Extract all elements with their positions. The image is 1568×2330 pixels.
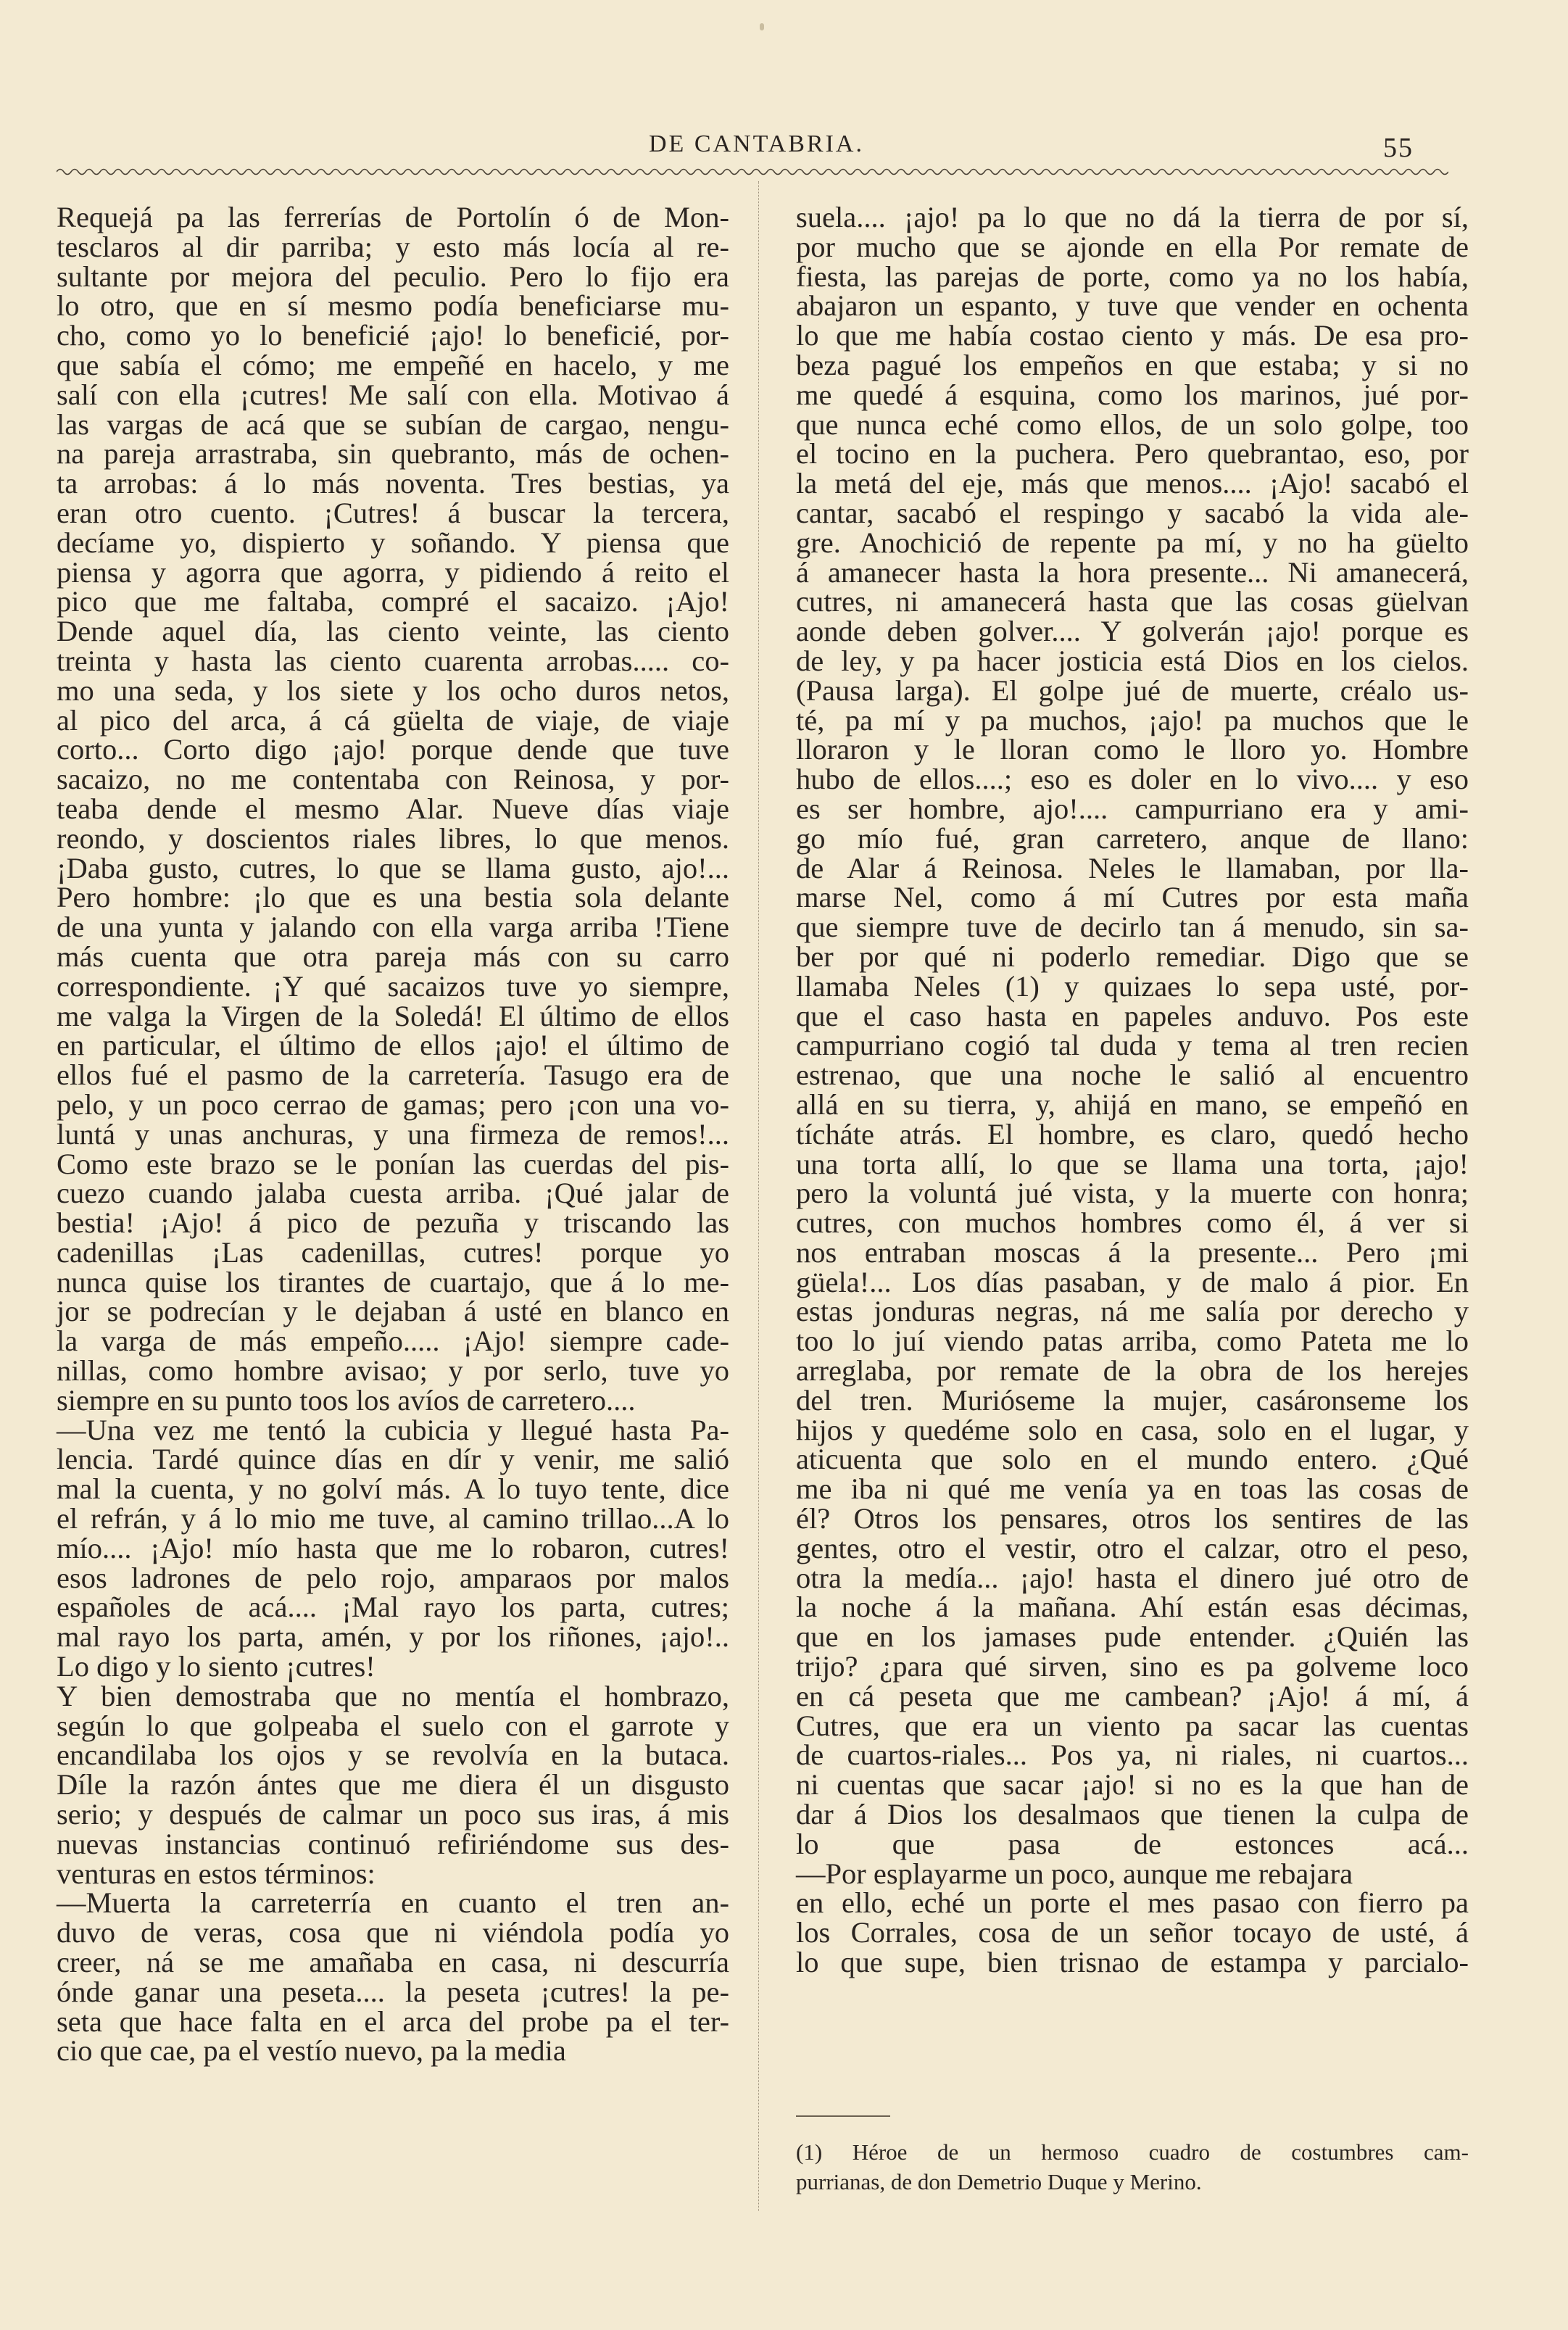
text-line: la varga de más empeño..... ¡Ajo! siempre cade- [57, 1324, 729, 1358]
text-line: pero la voluntá jué vista, y la muerte con honra; [796, 1177, 1469, 1210]
text-line: —Una vez me tentó la cubicia y llegué hasta Pa- [57, 1413, 729, 1446]
text-line: Como este brazo se le ponían las cuerdas del pis- [57, 1147, 729, 1180]
right-column [796, 203, 1469, 1978]
text-line: reondo, y doscientos riales libres, lo que menos. [57, 821, 729, 855]
page-number: 55 [1383, 133, 1414, 163]
text-line: allá en su tierra, y, ahijá en mano, se empeñó en [796, 1087, 1469, 1121]
text-line: gentes, otro el vestir, otro el calzar, otro el peso, [796, 1531, 1469, 1564]
text-line: en particular, el último de ellos ¡ajo! el último de [57, 1029, 729, 1062]
text-line: Díle la razón ántes que me diera él un disgusto [57, 1768, 729, 1802]
text-line: es ser hombre, ajo!.... campurriano era y ami- [796, 792, 1469, 825]
text-line: sacaizo, no me contentaba con Reinosa, y por- [57, 763, 729, 796]
text-line: decíame yo, dispierto y soñando. Y piensa que [57, 526, 729, 559]
text-line: la metá del eje, más que menos.... ¡Ajo! sacabó el [796, 467, 1469, 500]
text-line: té, pa mí y pa muchos, ¡ajo! pa muchos que le [796, 703, 1469, 737]
text-line: tesclaros al dir parriba; y esto más locía al re- [57, 230, 729, 263]
text-line: hijos y quedéme solo en casa, solo en el lugar, y [796, 1413, 1469, 1446]
text-line: según lo que golpeaba el suelo con el garrote y [57, 1709, 729, 1742]
text-line: eran otro cuento. ¡Cutres! á buscar la tercera, [57, 496, 729, 529]
text-line: más cuenta que otra pareja más con su carro [57, 940, 729, 973]
text-line: (Pausa larga). El golpe jué de muerte, créalo us- [796, 673, 1469, 707]
text-line: Cutres, que era un viento pa sacar las cuentas [796, 1709, 1469, 1742]
text-line: en ello, eché un porte el mes pasao con fierro pa [796, 1886, 1469, 1920]
text-line: tícháte atrás. El hombre, es claro, quedó hecho [796, 1117, 1469, 1151]
text-line: siempre en su punto toos los avíos de carretero.... [57, 1383, 636, 1417]
text-line: estas jonduras negras, ná me salía por derecho y [796, 1295, 1469, 1328]
text-line: —Muerta la carreterría en cuanto el tren an- [57, 1886, 729, 1920]
text-line: mío.... ¡Ajo! mío hasta que me lo robaron, cutres! [57, 1531, 729, 1564]
text-line: cantar, sacabó el respingo y sacabó la vida ale- [796, 496, 1469, 529]
text-line: treinta y hasta las ciento cuarenta arrobas..... co- [57, 644, 729, 677]
text-line: fiesta, las parejas de porte, como ya no los había, [796, 260, 1469, 293]
footnote-line: purrianas, de don Demetrio Duque y Merino. [796, 2168, 1202, 2194]
text-line: en cá peseta que me cambean? ¡Ajo! á mí, á [796, 1679, 1469, 1712]
text-line: ¡Daba gusto, cutres, lo que se llama gusto, ajo!... [57, 851, 729, 884]
text-line: corto... Corto digo ¡ajo! porque dende que tuve [57, 733, 729, 766]
text-line: mo una seda, y los siete y los ocho duros netos, [57, 673, 729, 707]
text-line: que nunca eché como ellos, de un solo golpe, too [796, 407, 1469, 441]
text-line: ónde ganar una peseta.... la peseta ¡cutres! la pe- [57, 1975, 729, 2008]
text-line: me quedé á esquina, como los marinos, jué por- [796, 378, 1469, 411]
text-line: el tocino en la puchera. Pero quebrantao, eso, por [796, 437, 1469, 470]
footnote [796, 2139, 1469, 2198]
text-line: lo que supe, bien trisnao de estampa y parcialo- [796, 1946, 1469, 1979]
text-line: la noche á la mañana. Ahí están esas décimas, [796, 1591, 1469, 1624]
text-line: nuevas instancias continuó refiriéndome sus des- [57, 1827, 729, 1860]
text-line: creer, ná se me amañaba en casa, ni descurría [57, 1946, 729, 1979]
text-line: serio; y después de calmar un poco sus iras, á mis [57, 1798, 729, 1831]
text-line: luntá y unas anchuras, y una firmeza de remos!... [57, 1117, 729, 1151]
text-line: —Por esplayarme un poco, aunque me rebajara [796, 1857, 1353, 1890]
text-line: al pico del arca, á cá güelta de viaje, de viaje [57, 703, 729, 737]
footnote-rule [796, 2115, 890, 2117]
text-line: mal la cuenta, y no golví más. A lo tuyo tente, dice [57, 1472, 729, 1506]
page-speck [760, 23, 764, 30]
text-line: del tren. Murióseme la mujer, casáronseme los [796, 1383, 1469, 1417]
text-line: los Corrales, cosa de un señor tocayo de usté, á [796, 1916, 1469, 1949]
text-line: ta arrobas: á lo más noventa. Tres bestias, ya [57, 467, 729, 500]
text-line: lencia. Tardé quince días en dír y venir, me salió [57, 1443, 729, 1476]
text-line: aonde deben golver.... Y golverán ¡ajo! porque es [796, 615, 1469, 648]
text-line: él? Otros los pensares, otros los sentires de las [796, 1502, 1469, 1535]
text-line: duvo de veras, cosa que ni viéndola podía yo [57, 1916, 729, 1949]
text-line: que en los jamases pude entender. ¿Quién las [796, 1620, 1469, 1654]
text-line: lo que pasa de estonces acá... [796, 1827, 1469, 1860]
text-line: ber por qué ni poderlo remediar. Digo que se [796, 940, 1469, 973]
text-line: esos ladrones de pelo rojo, amparaos por malos [57, 1561, 729, 1594]
text-line: aticuenta que solo en el mundo entero. ¿Qué [796, 1443, 1469, 1476]
left-column [57, 203, 729, 2066]
text-line: pico que me faltaba, compré el sacaizo. ¡Ajo! [57, 585, 729, 618]
text-line: trijo? ¿para qué sirven, sino es pa golveme loco [796, 1650, 1469, 1683]
text-line: una torta allí, lo que se llama una torta, ¡ajo! [796, 1147, 1469, 1180]
text-line: de ley, y pa hacer josticia está Dios en los cielos. [796, 644, 1469, 677]
text-line: arreglaba, por remate de la obra de los herejes [796, 1354, 1469, 1388]
text-line: Y bien demostraba que no mentía el hombrazo, [57, 1679, 729, 1712]
text-line: salí con ella ¡cutres! Me salí con ella. Motivao á [57, 378, 729, 411]
text-line: lo otro, que en sí mesmo podía beneficiarse mu- [57, 289, 729, 323]
text-line: el refrán, y á lo mio me tuve, al camino trillao...A lo [57, 1502, 729, 1535]
text-line: pelo, y un poco cerrao de gamas; pero ¡con una vo- [57, 1087, 729, 1121]
text-line: güela!... Los días pasaban, y de malo á pior. En [796, 1265, 1469, 1298]
text-line: seta que hace falta en el arca del probe pa el ter- [57, 2004, 729, 2038]
text-line: cio que cae, pa el vestío nuevo, pa la media [57, 2034, 566, 2068]
text-line: suela.... ¡ajo! pa lo que no dá la tierra de por sí, [796, 201, 1469, 233]
text-line: marse Nel, como á mí Cutres por esta maña [796, 881, 1469, 914]
text-line: hubo de ellos....; eso es doler en lo vivo.... y eso [796, 763, 1469, 796]
text-line: Requejá pa las ferrerías de Portolín ó de Mon- [57, 201, 729, 233]
text-line: teaba dende el mesmo Alar. Nueve días viaje [57, 792, 729, 825]
text-line: go mío fué, gran carretero, anque de llano: [796, 821, 1469, 855]
decorative-wavy-rule [57, 167, 1448, 177]
text-line: mal rayo los parta, amén, y por los riñones, ¡ajo!.. [57, 1620, 729, 1654]
text-line: llamaba Neles (1) y quizaes lo sepa usté, por- [796, 969, 1469, 1003]
text-line: correspondiente. ¡Y qué sacaizos tuve yo siempre, [57, 969, 729, 1003]
text-line: campurriano cogió tal duda y tema al tren recien [796, 1029, 1469, 1062]
text-line: na pareja arrastraba, sin quebranto, más de ochen- [57, 437, 729, 470]
text-line: Pero hombre: ¡lo que es una bestia sola delante [57, 881, 729, 914]
text-line: lo que me había costao ciento y más. De esa pro- [796, 319, 1469, 352]
text-line: encandilaba los ojos y se revolvía en la butaca. [57, 1738, 729, 1772]
text-line: las vargas de acá que se subían de cargao, nengu- [57, 407, 729, 441]
text-line: que sabía el cómo; me empeñé en hacelo, y me [57, 348, 729, 381]
text-line: me iba ni qué me venía ya en toas las cosas de [796, 1472, 1469, 1506]
text-line: piensa y agorra que agorra, y pidiendo á reito el [57, 555, 729, 589]
text-line: bestia! ¡Ajo! á pico de pezuña y triscando las [57, 1206, 729, 1240]
text-line: cuezo cuando jalaba cuesta arriba. ¡Qué jalar de [57, 1177, 729, 1210]
text-line: de Alar á Reinosa. Neles le llamaban, por lla- [796, 851, 1469, 884]
column-divider [758, 181, 760, 2211]
text-line: estrenao, que una noche le salió al encuentro [796, 1058, 1469, 1092]
text-line: dar á Dios los desalmaos que tienen la culpa de [796, 1798, 1469, 1831]
text-line: ni cuentas que sacar ¡ajo! si no es la que han de [796, 1768, 1469, 1802]
running-head-title: DE CANTABRIA. [649, 130, 864, 157]
text-line: lloraron y le lloran como le lloro yo. Hombre [796, 733, 1469, 766]
text-line: ellos fué el pasmo de la carretería. Tasugo era de [57, 1058, 729, 1092]
text-line: cutres, ni amanecerá hasta que las cosas güelvan [796, 585, 1469, 618]
text-line: beza pagué los empeños en que estaba; y si no [796, 348, 1469, 381]
text-line: á amanecer hasta la hora presente... Ni amanecerá, [796, 555, 1469, 589]
footnote-line: (1) Héroe de un hermoso cuadro de costumbres cam- [796, 2139, 1469, 2165]
text-line: españoles de acá.... ¡Mal rayo los parta, cutres; [57, 1591, 729, 1624]
text-line: venturas en estos términos: [57, 1857, 376, 1890]
text-line: sultante por mejora del peculio. Pero lo fijo era [57, 260, 729, 293]
text-line: cadenillas ¡Las cadenillas, cutres! porque yo [57, 1235, 729, 1269]
text-line: Dende aquel día, las ciento veinte, las ciento [57, 615, 729, 648]
text-line: nos entraban moscas á la presente... Pero ¡mi [796, 1235, 1469, 1269]
text-line: abajaron un espanto, y tuve que vender en ochenta [796, 289, 1469, 323]
text-line: cho, como yo lo beneficié ¡ajo! lo beneficié, por- [57, 319, 729, 352]
text-line: que siempre tuve de decirlo tan á menudo, sin sa- [796, 911, 1469, 944]
text-line: que el caso hasta en papeles anduvo. Pos este [796, 999, 1469, 1032]
text-line: gre. Anochició de repente pa mí, y no ha güelto [796, 526, 1469, 559]
text-line: Lo digo y lo siento ¡cutres! [57, 1650, 376, 1683]
text-line: por mucho que se ajonde en ella Por remate de [796, 230, 1469, 263]
text-line: jor se podrecían y le dejaban á usté en blanco en [57, 1295, 729, 1328]
text-line: de una yunta y jalando con ella varga arriba !Tiene [57, 911, 729, 944]
text-line: de cuartos-riales... Pos ya, ni riales, ni cuartos... [796, 1738, 1469, 1772]
text-line: too lo juí viendo patas arriba, como Pateta me lo [796, 1324, 1469, 1358]
text-line: me valga la Virgen de la Soledá! El último de ellos [57, 999, 729, 1032]
text-line: nillas, como hombre avisao; y por serlo, tuve yo [57, 1354, 729, 1388]
text-line: nunca quise los tirantes de cuartajo, que á lo me- [57, 1265, 729, 1298]
text-line: otra la medía... ¡ajo! hasta el dinero jué otro de [796, 1561, 1469, 1594]
text-line: cutres, con muchos hombres como él, á ver si [796, 1206, 1469, 1240]
